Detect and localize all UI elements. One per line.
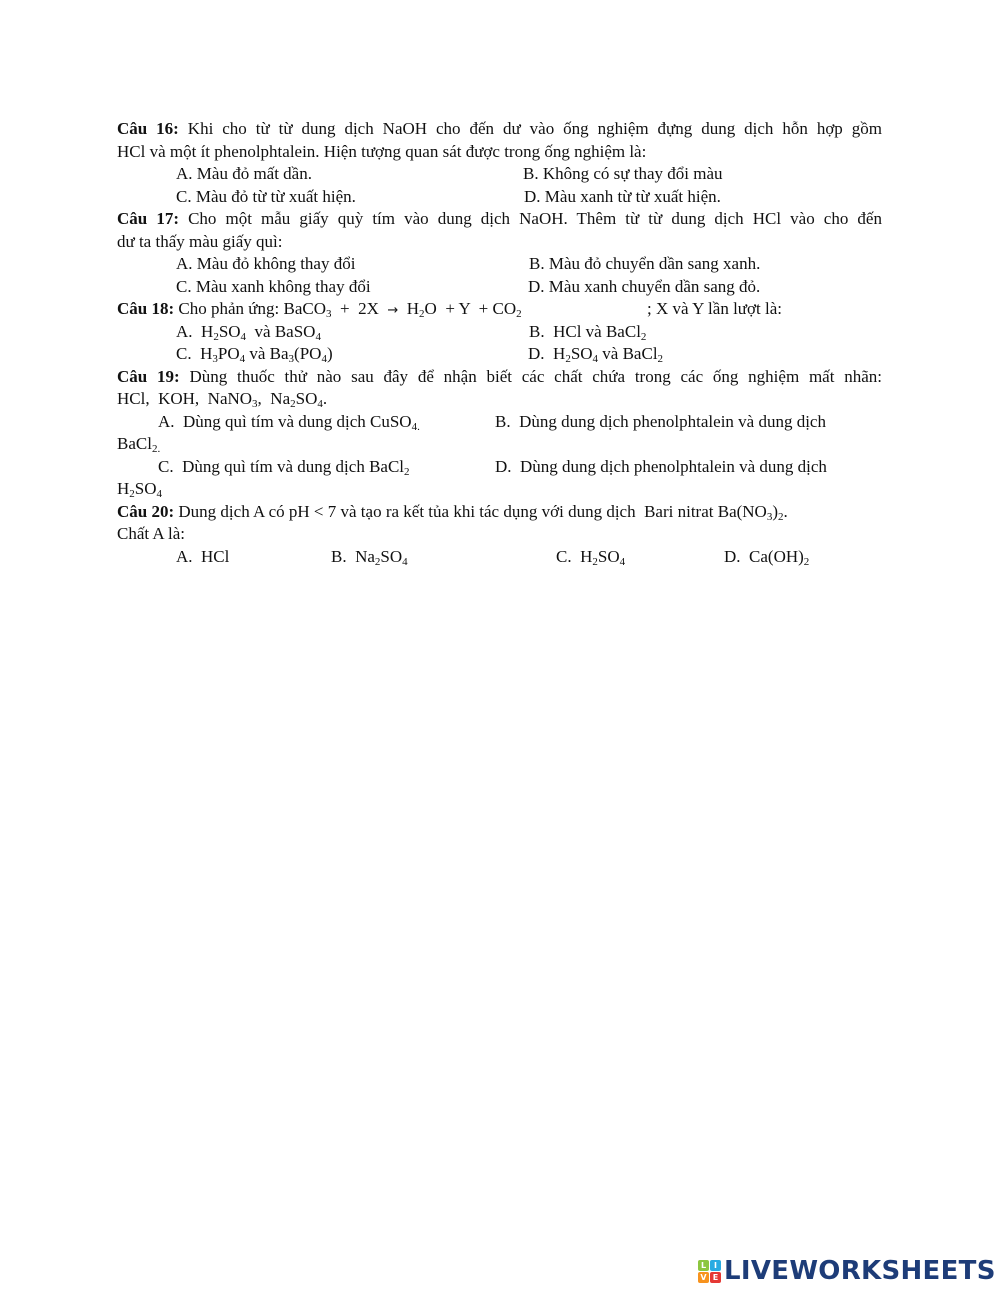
option-b[interactable]: B. HCl và BaCl$_2$ xyxy=(529,321,647,343)
option-c[interactable]: C. Dùng quì tím và dung dịch BaCl$_2$ xyxy=(158,456,410,478)
options-row xyxy=(117,276,882,299)
question-label: Câu 20: xyxy=(117,501,175,521)
options-row xyxy=(117,186,882,209)
question-text-line: dư ta thấy màu giấy quì: xyxy=(117,231,283,251)
question-label: Câu 19: xyxy=(117,366,180,386)
options-row xyxy=(117,411,882,434)
question-16 xyxy=(117,118,882,208)
option-c[interactable]: C. Màu đỏ từ từ xuất hiện. xyxy=(176,186,356,206)
options-row xyxy=(117,546,882,569)
question-18 xyxy=(117,298,882,366)
option-d[interactable]: D. Màu xanh chuyển dần sang đỏ. xyxy=(528,276,761,296)
question-20 xyxy=(117,501,882,569)
question-text-line: Câu 20: Dung dịch A có pH < 7 và tạo ra kết tủa khi tác dụng với dung dịch Bari nitrat $Ba(NO_3)_2$. xyxy=(117,501,788,523)
option-d-continuation: $H_2SO_4$ xyxy=(117,479,163,500)
options-row xyxy=(117,321,882,344)
option-b[interactable]: B. Dùng dung dịch phenolphtalein và dung dịch xyxy=(495,411,826,431)
option-c[interactable]: C. $H_2SO_4$ xyxy=(556,546,626,568)
option-b[interactable]: B. $Na_2SO_4$ xyxy=(331,546,408,568)
options-row xyxy=(117,163,882,186)
logo-cell-e: E xyxy=(710,1272,721,1283)
question-19 xyxy=(117,366,882,501)
options-row xyxy=(117,456,882,479)
options-row xyxy=(117,253,882,276)
option-d[interactable]: D. $Ca(OH)_2$ xyxy=(724,546,810,568)
question-label: Câu 17: xyxy=(117,209,179,228)
logo-cell-v: V xyxy=(698,1272,709,1283)
live-blocks-icon xyxy=(698,1260,721,1283)
option-d[interactable]: D. $H_2SO_4$ và BaCl$_2$ xyxy=(528,344,664,365)
logo-cell-i: I xyxy=(710,1260,721,1271)
option-d[interactable]: D. Màu xanh từ từ xuất hiện. xyxy=(524,186,721,206)
option-b-continuation: BaCl$_{2.}$ xyxy=(117,434,161,455)
question-text-line: Câu 19: Dùng thuốc thử nào sau đây để nhận biết các chất chứa trong các ống nghiệm mất nhãn: xyxy=(117,366,882,386)
option-b[interactable]: B. Màu đỏ chuyển dần sang xanh. xyxy=(529,254,761,273)
question-label: Câu 16: xyxy=(117,119,179,138)
question-label: Câu 18: xyxy=(117,299,175,318)
question-text-line: Chất A là: xyxy=(117,524,185,543)
option-b[interactable]: B. Không có sự thay đổi màu xyxy=(523,164,723,183)
question-text-line: Câu 18: Cho phản ứng: BaCO$_3$ + $2X \to H_2O + Y + CO_2$ ; X và Y lần lượt là: xyxy=(117,299,782,320)
option-a[interactable]: A. $H_2SO_4$ và BaSO$_4$ xyxy=(176,321,321,343)
logo-cell-l: L xyxy=(698,1260,709,1271)
option-a[interactable]: A. Dùng quì tím và dung dịch CuSO$_{4.}$ xyxy=(158,411,420,433)
option-a[interactable]: A. Màu đỏ không thay đổi xyxy=(176,254,356,273)
option-d[interactable]: D. Dùng dung dịch phenolphtalein và dung dịch xyxy=(495,456,827,476)
options-row xyxy=(117,343,882,366)
liveworksheets-logo xyxy=(698,1257,996,1285)
option-c[interactable]: C. $H_3PO_4$ và $Ba_3(PO_4)$ xyxy=(176,344,333,365)
logo-wordmark: LIVEWORKSHEETS xyxy=(724,1256,996,1286)
option-a[interactable]: A. Màu đỏ mất dần. xyxy=(176,164,312,183)
question-text-line: Câu 17: Cho một mẫu giấy quỳ tím vào dung dịch NaOH. Thêm từ từ dung dịch HCl vào cho đến xyxy=(117,209,882,228)
reaction-arrow-icon: → xyxy=(387,303,399,318)
question-text-line: HCl và một ít phenolphtalein. Hiện tượng quan sát được trong ống nghiệm là: xyxy=(117,141,647,161)
worksheet-page xyxy=(117,118,882,568)
question-17 xyxy=(117,208,882,298)
option-c[interactable]: C. Màu xanh không thay đổi xyxy=(176,276,371,296)
question-text-line: HCl, KOH, NaNO$_3$, $Na_2SO_4$. xyxy=(117,389,328,410)
question-text-line: Câu 16: Khi cho từ từ dung dịch NaOH cho đến dư vào ống nghiệm đựng dung dịch hỗn hợp gồm xyxy=(117,119,882,138)
option-a[interactable]: A. HCl xyxy=(176,546,230,566)
